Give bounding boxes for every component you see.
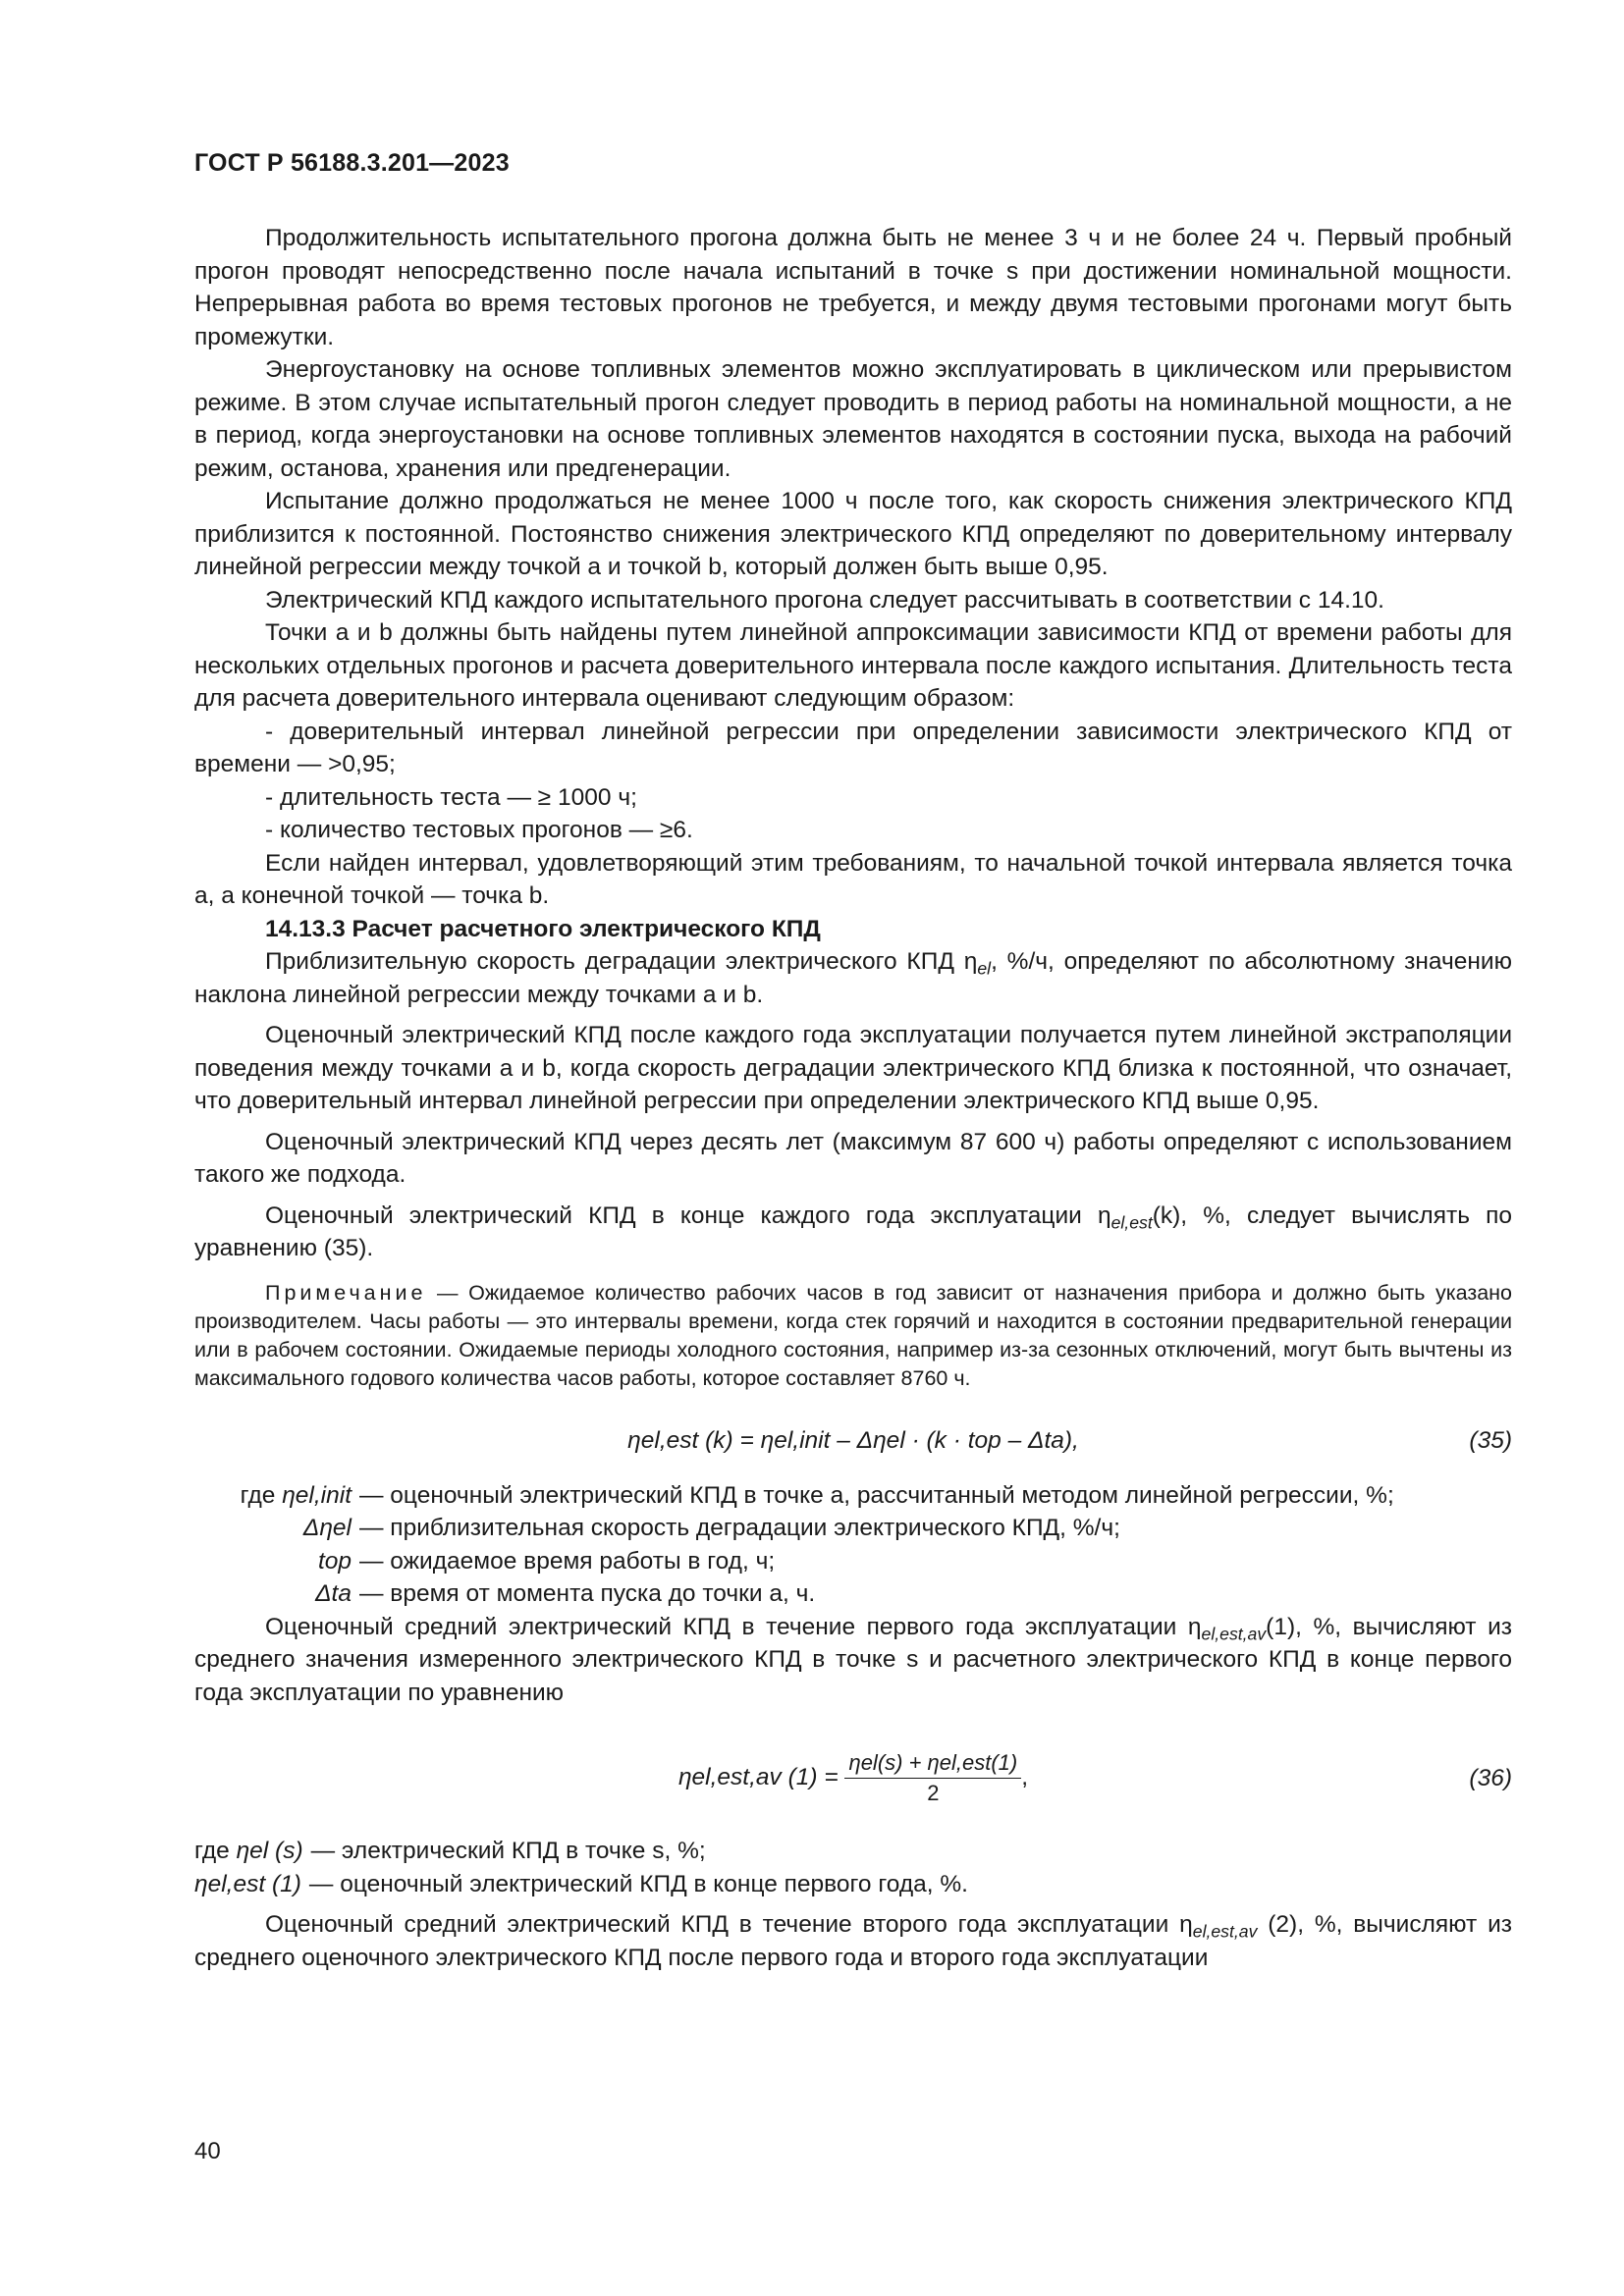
section-heading: 14.13.3 Расчет расчетного электрического КПД <box>265 915 821 942</box>
note-block <box>194 1279 1512 1393</box>
formula-35-number: (35) <box>1469 1426 1512 1454</box>
paragraph-extrapolation: Оценочный электрический КПД после каждого года эксплуатации получается путем линейной экстраполяции поведения между точками a и b, когда скорость деградации электрического КПД близка к постоянной, что означает, что доверительный интервал линейной регрессии при определении электрического КПД выше 0,95. <box>194 1022 1512 1114</box>
definitions-35 <box>194 1479 1512 1611</box>
paragraph-efficiency-calc: Электрический КПД каждого испытательного прогона следует рассчитывать в соответствии с 14.10. <box>265 586 1384 614</box>
paragraph-yearly-estimate: Оценочный электрический КПД в конце каждого года эксплуатации $\eta_{el,est}(k)$, %, следует вычислять по уравнению (35). <box>194 1201 1512 1261</box>
paragraph-test-duration: Испытание должно продолжаться не менее 1000 ч после того, как скорость снижения электрического КПД приблизится к постоянной. Постоянство снижения электрического КПД определяют по доверительному интервалу линейной регрессии между точкой a и точкой b, который должен быть выше 0,95. <box>194 488 1512 580</box>
formula-36-fraction: $\frac{\text{ηel(s) + ηel,est(1)}}{2}$ <box>844 1748 1021 1808</box>
paragraph-run-duration: Продолжительность испытательного прогона должна быть не менее 3 ч и не более 24 ч. Первый пробный прогон проводят непосредственно после начала испытаний в точке s при достижении номинальной мощности. Непрерывная работа во время тестовых прогонов не требуется, и между двумя тестовыми прогонами могут быть промежутки. <box>194 225 1512 350</box>
note-text: — Ожидаемое количество рабочих часов в год зависит от назначения прибора и должно быть указано производителем. Часы работы — это интервалы времени, когда стек горячий и находится в состоянии предварительной генерации или в рабочем состоянии. Ожидаемые периоды холодного состояния, например из-за сезонных отключений, могут быть вычтены из максимального годового количества часов работы, которое составляет 8760 ч. <box>194 1280 1512 1390</box>
list-item-confidence: - доверительный интервал линейной регрессии при определении зависимости электрического КПД от времени — >0,95; <box>194 718 1512 777</box>
definition-row: где ηel (s) — электрический КПД в точке s, %; <box>194 1838 706 1864</box>
definition-row: Δta — время от момента пуска до точки a, ч. <box>315 1580 816 1607</box>
page-body <box>194 222 1512 1974</box>
formula-36 <box>194 1731 1512 1825</box>
list-item-duration: - длительность теста — ≥ 1000 ч; <box>265 783 637 811</box>
formula-35-expression: ηel,est (k) = ηel,init – Δηel · (k · top – Δta), <box>627 1426 1079 1454</box>
paragraph-cyclic-mode: Энергоустановку на основе топливных элементов можно эксплуатировать в циклическом или прерывистом режиме. В этом случае испытательный прогон следует проводить в период работы на номинальной мощности, а не в период, когда энергоустановки на основе топливных элементов находятся в состоянии пуска, выхода на рабочий режим, останова, хранения или предгенерации. <box>194 356 1512 482</box>
document-header: ГОСТ Р 56188.3.201—2023 <box>194 149 510 177</box>
paragraph-ten-years: Оценочный электрический КПД через десять лет (максимум 87 600 ч) работы определяют с использованием такого же подхода. <box>194 1128 1512 1188</box>
definition-row: top — ожидаемое время работы в год, ч; <box>317 1547 776 1575</box>
list-item-run-count: - количество тестовых прогонов — ≥6. <box>265 817 693 843</box>
definitions-36 <box>194 1835 1512 1900</box>
definition-row: Δηel — приблизительная скорость деградации электрического КПД, %/ч; <box>302 1515 1120 1541</box>
page-number: 40 <box>194 2138 221 2164</box>
note-label: Примечание <box>265 1280 427 1305</box>
paragraph-second-year-average: Оценочный средний электрический КПД в течение второго года эксплуатации $\eta_{el,est,av}$ (2), %, вычисляют из среднего оценочного электрического КПД после первого года и второго года эксплуатации <box>194 1911 1513 1971</box>
paragraph-interval-found: Если найден интервал, удовлетворяющий этим требованиям, то начальной точкой интервала является точка a, а конечной точкой — точка b. <box>194 849 1512 909</box>
formula-36-number: (36) <box>1469 1765 1512 1791</box>
paragraph-points-ab: Точки a и b должны быть найдены путем линейной аппроксимации зависимости КПД от времени работы для нескольких отдельных прогонов и расчета доверительного интервала после каждого испытания. Длительность теста для расчета доверительного интервала оценивают следующим образом: <box>194 619 1512 712</box>
paragraph-degradation-rate: Приблизительную скорость деградации электрического КПД $\eta_{el}$, %/ч, определяют по абсолютному значению наклона линейной регрессии между точками a и b. <box>194 948 1512 1008</box>
formula-35 <box>194 1413 1512 1473</box>
definition-row: где ηel,init — оценочный электрический КПД в точке a, рассчитанный методом линейной регрессии, %; <box>240 1481 1394 1509</box>
definition-row: ηel,est (1) — оценочный электрический КПД в конце первого года, %. <box>194 1870 968 1897</box>
formula-36-expression: ηel,est,av (1) = $\frac{\text{ηel(s) + ηel,est(1)}}{2}$ , <box>194 1748 1512 1808</box>
paragraph-first-year-average: Оценочный средний электрический КПД в течение первого года эксплуатации $\eta_{el,est,av}(1)$, %, вычисляют из среднего значения измеренного электрического КПД в точке s и расчетного электрического КПД в конце первого года эксплуатации по уравнению <box>194 1613 1512 1706</box>
